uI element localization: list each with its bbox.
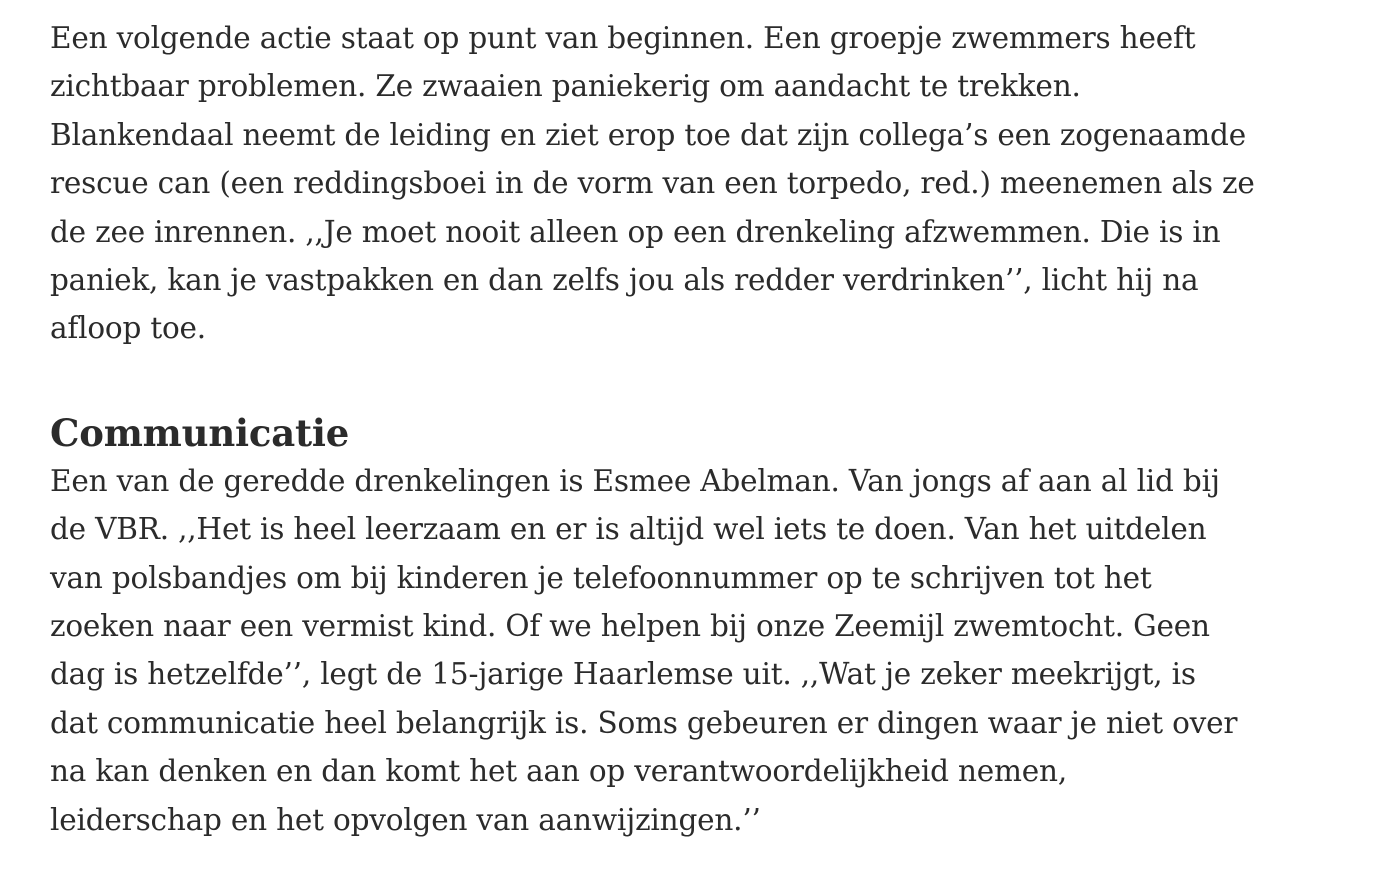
paragraph-1-line: paniek, kan je vastpakken en dan zelfs jou als redder verdrinken’’, licht hij na bbox=[50, 263, 1199, 298]
paragraph-1-line: afloop toe. bbox=[50, 311, 206, 346]
article-body bbox=[50, 14, 1340, 844]
paragraph-2-line: van polsbandjes om bij kinderen je telefoonnummer op te schrijven tot het bbox=[50, 560, 1152, 595]
paragraph-2-line: leiderschap en het opvolgen van aanwijzingen.’’ bbox=[50, 802, 761, 837]
paragraph-2-line: na kan denken en dan komt het aan op verantwoordelijkheid nemen, bbox=[50, 754, 1068, 789]
section-heading: Communicatie bbox=[50, 410, 350, 455]
paragraph-1-line: Blankendaal neemt de leiding en ziet erop toe dat zijn collega’s een zogenaamde bbox=[50, 117, 1246, 152]
article-paragraph-2 bbox=[50, 457, 1340, 844]
paragraph-2-line: zoeken naar een vermist kind. Of we helpen bij onze Zeemijl zwemtocht. Geen bbox=[50, 609, 1210, 644]
paragraph-1-line: zichtbaar problemen. Ze zwaaien paniekerig om aandacht te trekken. bbox=[50, 69, 1081, 104]
paragraph-1-line: de zee inrennen. ,,Je moet nooit alleen op een drenkeling afzwemmen. Die is in bbox=[50, 214, 1221, 249]
article-paragraph-1 bbox=[50, 14, 1340, 353]
paragraph-2-line: de VBR. ,,Het is heel leerzaam en er is altijd wel iets te doen. Van het uitdelen bbox=[50, 512, 1207, 547]
paragraph-1-line: Een volgende actie staat op punt van beginnen. Een groepje zwemmers heeft bbox=[50, 21, 1196, 55]
paragraph-1-line: rescue can (een reddingsboei in de vorm van een torpedo, red.) meenemen als ze bbox=[50, 166, 1255, 201]
paragraph-2-line: dag is hetzelfde’’, legt de 15-jarige Haarlemse uit. ,,Wat je zeker meekrijgt, is bbox=[50, 657, 1196, 692]
paragraph-2-line: Een van de geredde drenkelingen is Esmee Abelman. Van jongs af aan al lid bij bbox=[50, 463, 1220, 498]
paragraph-2-line: dat communicatie heel belangrijk is. Soms gebeuren er dingen waar je niet over bbox=[50, 705, 1238, 740]
